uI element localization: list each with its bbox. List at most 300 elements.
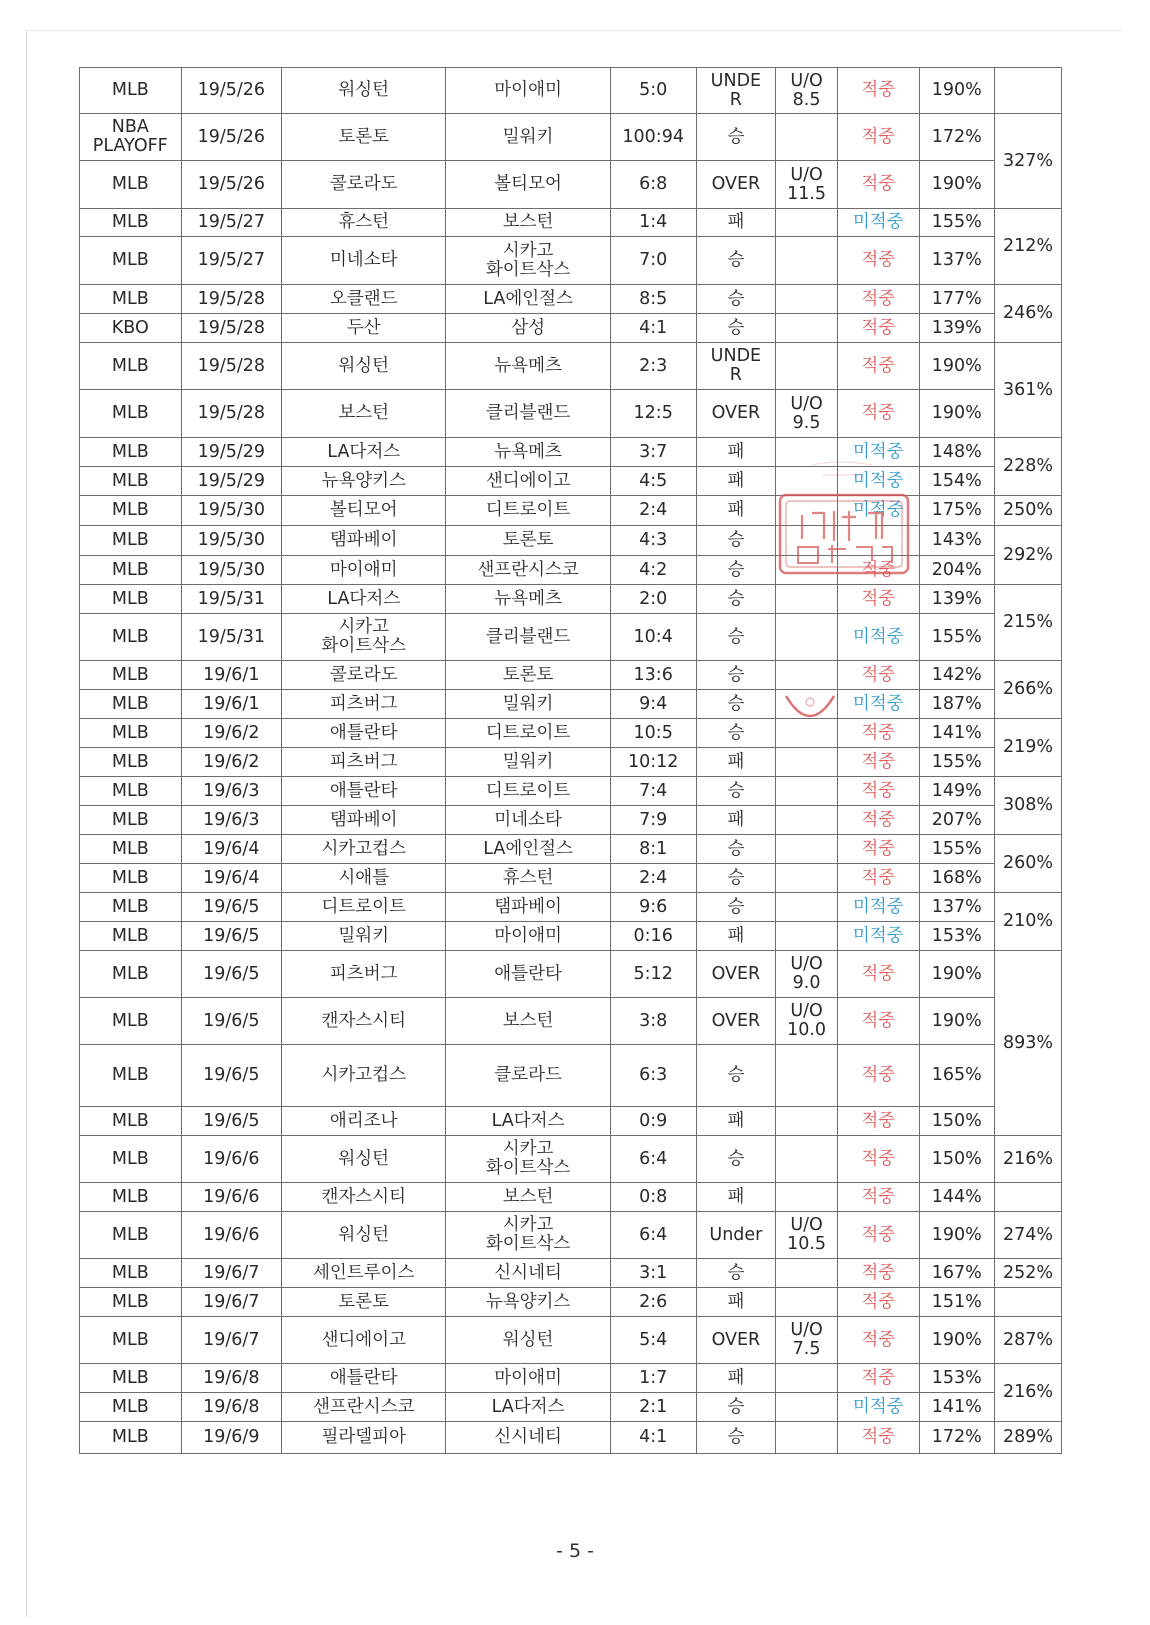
home-team-cell: LA다저스 xyxy=(282,438,446,467)
status-cell: 미적중 xyxy=(837,438,919,467)
over-under-cell xyxy=(776,237,838,285)
away-team-cell: 신시네티 xyxy=(446,1259,610,1288)
combo-odds-cell: 308% xyxy=(994,777,1061,835)
date-cell: 19/6/6 xyxy=(181,1212,282,1259)
score-cell: 5:12 xyxy=(610,951,696,998)
cell-line: 8.5 xyxy=(792,89,821,110)
odds-cell: 155% xyxy=(919,614,994,661)
date-cell: 19/5/31 xyxy=(181,614,282,661)
date-cell: 19/6/7 xyxy=(181,1317,282,1364)
home-team-cell: 밀워키 xyxy=(282,922,446,951)
result-cell: 승 xyxy=(696,1136,776,1183)
results-body xyxy=(80,68,1062,1454)
over-under-cell xyxy=(776,114,838,161)
cell-line: 시카고 xyxy=(502,240,554,261)
result-cell: 패 xyxy=(696,806,776,835)
league-cell: MLB xyxy=(80,1317,182,1364)
score-cell: 0:9 xyxy=(610,1107,696,1136)
odds-cell: 153% xyxy=(919,1364,994,1393)
result-cell: 승 xyxy=(696,285,776,314)
date-cell: 19/5/27 xyxy=(181,209,282,237)
date-cell: 19/6/5 xyxy=(181,1107,282,1136)
league-cell: MLB xyxy=(80,998,182,1045)
cell-line: NBA xyxy=(111,117,149,137)
league-cell: MLB xyxy=(80,556,182,585)
odds-cell: 155% xyxy=(919,748,994,777)
league-cell: MLB xyxy=(80,690,182,719)
date-cell: 19/5/26 xyxy=(181,161,282,209)
combo-odds-cell: 246% xyxy=(994,285,1061,343)
combo-odds-cell: 250% xyxy=(994,496,1061,526)
table-row xyxy=(80,893,1062,922)
date-cell: 19/5/26 xyxy=(181,68,282,114)
status-cell: 적중 xyxy=(837,1212,919,1259)
table-row xyxy=(80,1136,1062,1183)
over-under-cell xyxy=(776,1422,838,1454)
odds-cell: 139% xyxy=(919,585,994,614)
away-team-cell: 볼티모어 xyxy=(446,161,610,209)
cell-line: R xyxy=(729,365,742,385)
status-cell: 적중 xyxy=(837,556,919,585)
home-team-cell: 워싱턴 xyxy=(282,343,446,390)
date-cell: 19/6/3 xyxy=(181,806,282,835)
date-cell: 19/5/27 xyxy=(181,237,282,285)
home-team-cell: 필라델피아 xyxy=(282,1422,446,1454)
league-cell: MLB xyxy=(80,285,182,314)
home-team-cell: 탬파베이 xyxy=(282,806,446,835)
score-cell: 10:5 xyxy=(610,719,696,748)
score-cell: 3:7 xyxy=(610,438,696,467)
home-team-cell: 마이애미 xyxy=(282,556,446,585)
odds-cell: 207% xyxy=(919,806,994,835)
score-cell: 2:4 xyxy=(610,864,696,893)
league-cell: MLB xyxy=(80,343,182,390)
date-cell: 19/6/9 xyxy=(181,1422,282,1454)
odds-cell: 190% xyxy=(919,390,994,438)
home-team-cell: 피츠버그 xyxy=(282,690,446,719)
score-cell: 8:5 xyxy=(610,285,696,314)
score-cell: 4:3 xyxy=(610,526,696,556)
over-under-cell xyxy=(776,1183,838,1212)
status-cell: 적중 xyxy=(837,864,919,893)
league-cell: KBO xyxy=(80,314,182,343)
cell-line: UNDE xyxy=(710,346,762,366)
over-under-cell xyxy=(776,806,838,835)
combo-odds-cell: 260% xyxy=(994,835,1061,893)
table-row xyxy=(80,719,1062,748)
status-cell: 미적중 xyxy=(837,922,919,951)
over-under-cell xyxy=(776,161,838,209)
league-cell xyxy=(80,114,182,161)
result-cell: 승 xyxy=(696,777,776,806)
odds-cell: 137% xyxy=(919,893,994,922)
score-cell: 7:9 xyxy=(610,806,696,835)
result-cell: 승 xyxy=(696,690,776,719)
over-under-cell xyxy=(776,1259,838,1288)
cell-line: 11.5 xyxy=(787,183,827,204)
over-under-cell xyxy=(776,951,838,998)
odds-cell: 190% xyxy=(919,1212,994,1259)
away-team-cell: 밀워키 xyxy=(446,690,610,719)
home-team-cell: 시카고컵스 xyxy=(282,835,446,864)
odds-cell: 167% xyxy=(919,1259,994,1288)
combo-odds-cell: 274% xyxy=(994,1212,1061,1259)
date-cell: 19/6/7 xyxy=(181,1259,282,1288)
combo-odds-cell: 228% xyxy=(994,438,1061,496)
score-cell: 12:5 xyxy=(610,390,696,438)
odds-cell: 165% xyxy=(919,1045,994,1107)
table-row xyxy=(80,390,1062,438)
home-team-cell: 캔자스시티 xyxy=(282,998,446,1045)
over-under-cell xyxy=(776,864,838,893)
league-cell: MLB xyxy=(80,467,182,496)
away-team-cell xyxy=(446,237,610,285)
table-row xyxy=(80,1317,1062,1364)
away-team-cell: 디트로이트 xyxy=(446,777,610,806)
status-cell: 미적중 xyxy=(837,690,919,719)
league-cell: MLB xyxy=(80,835,182,864)
away-team-cell xyxy=(446,1212,610,1259)
home-team-cell: 애틀란타 xyxy=(282,1364,446,1393)
combo-odds-cell xyxy=(994,68,1061,114)
over-under-cell xyxy=(776,614,838,661)
status-cell: 미적중 xyxy=(837,893,919,922)
status-cell: 미적중 xyxy=(837,467,919,496)
home-team-cell: 토론토 xyxy=(282,114,446,161)
home-team-cell: 휴스턴 xyxy=(282,209,446,237)
result-cell: 패 xyxy=(696,1107,776,1136)
combo-odds-cell: 266% xyxy=(994,661,1061,719)
result-cell: OVER xyxy=(696,161,776,209)
cell-line: U/O xyxy=(790,1001,823,1021)
table-row xyxy=(80,661,1062,690)
league-cell: MLB xyxy=(80,526,182,556)
date-cell: 19/5/28 xyxy=(181,285,282,314)
home-team-cell: 샌디에이고 xyxy=(282,1317,446,1364)
date-cell: 19/6/6 xyxy=(181,1136,282,1183)
away-team-cell: 디트로이트 xyxy=(446,496,610,526)
odds-cell: 139% xyxy=(919,314,994,343)
result-cell: OVER xyxy=(696,390,776,438)
status-cell: 적중 xyxy=(837,1364,919,1393)
home-team-cell: 콜로라도 xyxy=(282,661,446,690)
league-cell: MLB xyxy=(80,1422,182,1454)
combo-odds-cell: 216% xyxy=(994,1136,1061,1183)
home-team-cell: 애리조나 xyxy=(282,1107,446,1136)
result-cell: 승 xyxy=(696,1045,776,1107)
table-row xyxy=(80,1288,1062,1317)
away-team-cell: 탬파베이 xyxy=(446,893,610,922)
away-team-cell: LA다저스 xyxy=(446,1393,610,1422)
cell-line: U/O xyxy=(790,1320,823,1340)
away-team-cell: 뉴욕양키스 xyxy=(446,1288,610,1317)
odds-cell: 155% xyxy=(919,209,994,237)
away-team-cell: 뉴욕메츠 xyxy=(446,438,610,467)
combo-odds-cell: 289% xyxy=(994,1422,1061,1454)
away-team-cell: 마이애미 xyxy=(446,1364,610,1393)
league-cell: MLB xyxy=(80,585,182,614)
over-under-cell xyxy=(776,1364,838,1393)
status-cell: 적중 xyxy=(837,806,919,835)
odds-cell: 190% xyxy=(919,951,994,998)
date-cell: 19/5/30 xyxy=(181,526,282,556)
result-cell: 승 xyxy=(696,1259,776,1288)
away-team-cell: 애틀란타 xyxy=(446,951,610,998)
over-under-cell xyxy=(776,68,838,114)
league-cell: MLB xyxy=(80,1212,182,1259)
cell-line: U/O xyxy=(790,70,823,91)
over-under-cell xyxy=(776,343,838,390)
table-row xyxy=(80,690,1062,719)
status-cell: 적중 xyxy=(837,237,919,285)
away-team-cell: LA에인절스 xyxy=(446,835,610,864)
table-row xyxy=(80,1422,1062,1454)
table-row xyxy=(80,585,1062,614)
league-cell: MLB xyxy=(80,777,182,806)
table-row xyxy=(80,343,1062,390)
cell-line: 시카고 xyxy=(502,1215,554,1235)
result-cell: 패 xyxy=(696,1364,776,1393)
home-team-cell: 워싱턴 xyxy=(282,1136,446,1183)
cell-line: 7.5 xyxy=(792,1339,821,1359)
odds-cell: 148% xyxy=(919,438,994,467)
table-row xyxy=(80,1183,1062,1212)
home-team-cell: 보스턴 xyxy=(282,390,446,438)
status-cell: 적중 xyxy=(837,1288,919,1317)
table-row xyxy=(80,1393,1062,1422)
result-cell xyxy=(696,343,776,390)
home-team-cell: 시카고컵스 xyxy=(282,1045,446,1107)
status-cell: 적중 xyxy=(837,777,919,806)
odds-cell: 141% xyxy=(919,719,994,748)
score-cell: 6:3 xyxy=(610,1045,696,1107)
score-cell: 7:4 xyxy=(610,777,696,806)
status-cell: 적중 xyxy=(837,1045,919,1107)
combo-odds-cell: 219% xyxy=(994,719,1061,777)
result-cell xyxy=(696,68,776,114)
away-team-cell: 미네소타 xyxy=(446,806,610,835)
date-cell: 19/5/28 xyxy=(181,343,282,390)
seal-stamp xyxy=(772,455,916,579)
away-team-cell: 디트로이트 xyxy=(446,719,610,748)
date-cell: 19/5/28 xyxy=(181,390,282,438)
table-row xyxy=(80,1259,1062,1288)
odds-cell: 204% xyxy=(919,556,994,585)
over-under-cell xyxy=(776,748,838,777)
status-cell: 미적중 xyxy=(837,209,919,237)
table-row xyxy=(80,998,1062,1045)
status-cell: 적중 xyxy=(837,835,919,864)
status-cell: 미적중 xyxy=(837,496,919,526)
score-cell: 7:0 xyxy=(610,237,696,285)
date-cell: 19/5/31 xyxy=(181,585,282,614)
over-under-cell xyxy=(776,1288,838,1317)
result-cell: 승 xyxy=(696,585,776,614)
league-cell: MLB xyxy=(80,209,182,237)
away-team-cell: 보스턴 xyxy=(446,209,610,237)
away-team-cell: 마이애미 xyxy=(446,922,610,951)
odds-cell: 153% xyxy=(919,922,994,951)
result-cell: 승 xyxy=(696,893,776,922)
odds-cell: 143% xyxy=(919,526,994,556)
date-cell: 19/6/2 xyxy=(181,719,282,748)
result-cell: 승 xyxy=(696,314,776,343)
home-team-cell: 시애틀 xyxy=(282,864,446,893)
away-team-cell: 샌프란시스코 xyxy=(446,556,610,585)
result-cell: 승 xyxy=(696,835,776,864)
combo-odds-cell: 287% xyxy=(994,1317,1061,1364)
league-cell: MLB xyxy=(80,1364,182,1393)
league-cell: MLB xyxy=(80,1259,182,1288)
away-team-cell: LA다저스 xyxy=(446,1107,610,1136)
score-cell: 8:1 xyxy=(610,835,696,864)
status-cell: 미적중 xyxy=(837,1393,919,1422)
status-cell: 미적중 xyxy=(837,614,919,661)
away-team-cell: 클로라드 xyxy=(446,1045,610,1107)
cell-line: U/O xyxy=(790,1215,823,1235)
table-row xyxy=(80,864,1062,893)
odds-cell: 151% xyxy=(919,1288,994,1317)
table-row xyxy=(80,1212,1062,1259)
away-team-cell: 밀워키 xyxy=(446,748,610,777)
date-cell: 19/5/28 xyxy=(181,314,282,343)
result-cell: 승 xyxy=(696,864,776,893)
away-team-cell: 뉴욕메츠 xyxy=(446,343,610,390)
odds-cell: 154% xyxy=(919,467,994,496)
table-row xyxy=(80,1045,1062,1107)
home-team-cell: 워싱턴 xyxy=(282,1212,446,1259)
home-team-cell: 토론토 xyxy=(282,1288,446,1317)
league-cell: MLB xyxy=(80,68,182,114)
table-row xyxy=(80,285,1062,314)
odds-cell: 190% xyxy=(919,161,994,209)
league-cell: MLB xyxy=(80,951,182,998)
cell-line: UNDE xyxy=(710,70,762,91)
over-under-cell xyxy=(776,390,838,438)
cell-line: 시카고 xyxy=(338,617,390,637)
combo-odds-cell: 216% xyxy=(994,1364,1061,1422)
league-cell: MLB xyxy=(80,161,182,209)
score-cell: 9:4 xyxy=(610,690,696,719)
odds-cell: 141% xyxy=(919,1393,994,1422)
odds-cell: 175% xyxy=(919,496,994,526)
score-cell: 2:0 xyxy=(610,585,696,614)
result-cell: 승 xyxy=(696,661,776,690)
league-cell: MLB xyxy=(80,893,182,922)
status-cell: 적중 xyxy=(837,314,919,343)
over-under-cell xyxy=(776,893,838,922)
score-cell: 6:4 xyxy=(610,1136,696,1183)
away-team-cell: 보스턴 xyxy=(446,1183,610,1212)
result-cell: 승 xyxy=(696,614,776,661)
date-cell: 19/6/8 xyxy=(181,1393,282,1422)
combo-odds-cell: 893% xyxy=(994,951,1061,1136)
score-cell: 4:1 xyxy=(610,314,696,343)
league-cell: MLB xyxy=(80,806,182,835)
home-team-cell: 오클랜드 xyxy=(282,285,446,314)
date-cell: 19/6/5 xyxy=(181,1045,282,1107)
league-cell: MLB xyxy=(80,1288,182,1317)
home-team-cell: 두산 xyxy=(282,314,446,343)
league-cell: MLB xyxy=(80,661,182,690)
table-row xyxy=(80,922,1062,951)
combo-odds-cell xyxy=(994,1288,1061,1317)
home-team-cell: 콜로라도 xyxy=(282,161,446,209)
away-team-cell: 삼성 xyxy=(446,314,610,343)
combo-odds-cell: 252% xyxy=(994,1259,1061,1288)
score-cell: 10:4 xyxy=(610,614,696,661)
away-team-cell: 신시네티 xyxy=(446,1422,610,1454)
away-team-cell: 클리블랜드 xyxy=(446,614,610,661)
status-cell: 적중 xyxy=(837,390,919,438)
league-cell: MLB xyxy=(80,496,182,526)
date-cell: 19/5/30 xyxy=(181,496,282,526)
over-under-cell xyxy=(776,835,838,864)
date-cell: 19/5/30 xyxy=(181,556,282,585)
date-cell: 19/6/5 xyxy=(181,998,282,1045)
home-team-cell: 디트로이트 xyxy=(282,893,446,922)
combo-odds-cell: 210% xyxy=(994,893,1061,951)
score-cell: 0:16 xyxy=(610,922,696,951)
odds-cell: 142% xyxy=(919,661,994,690)
score-cell: 5:0 xyxy=(610,68,696,114)
date-cell: 19/5/29 xyxy=(181,467,282,496)
league-cell: MLB xyxy=(80,1107,182,1136)
league-cell: MLB xyxy=(80,922,182,951)
score-cell: 10:12 xyxy=(610,748,696,777)
table-row xyxy=(80,237,1062,285)
home-team-cell: 캔자스시티 xyxy=(282,1183,446,1212)
date-cell: 19/6/8 xyxy=(181,1364,282,1393)
away-team-cell: 뉴욕메츠 xyxy=(446,585,610,614)
over-under-cell xyxy=(776,661,838,690)
cell-line: 화이트삭스 xyxy=(485,1234,571,1254)
result-cell: OVER xyxy=(696,951,776,998)
status-cell: 적중 xyxy=(837,68,919,114)
odds-cell: 187% xyxy=(919,690,994,719)
odds-cell: 177% xyxy=(919,285,994,314)
away-team-cell: 마이애미 xyxy=(446,68,610,114)
home-team-cell xyxy=(282,614,446,661)
date-cell: 19/6/5 xyxy=(181,922,282,951)
over-under-cell xyxy=(776,1393,838,1422)
over-under-cell xyxy=(776,209,838,237)
result-cell: 승 xyxy=(696,1422,776,1454)
result-cell: 승 xyxy=(696,556,776,585)
date-cell: 19/6/4 xyxy=(181,835,282,864)
away-team-cell: 토론토 xyxy=(446,526,610,556)
away-team-cell: 밀워키 xyxy=(446,114,610,161)
table-row xyxy=(80,777,1062,806)
home-team-cell: 미네소타 xyxy=(282,237,446,285)
cell-line: 10.0 xyxy=(787,1020,827,1040)
score-cell: 1:4 xyxy=(610,209,696,237)
league-cell: MLB xyxy=(80,438,182,467)
over-under-cell xyxy=(776,777,838,806)
league-cell: MLB xyxy=(80,1045,182,1107)
over-under-cell xyxy=(776,285,838,314)
over-under-cell xyxy=(776,585,838,614)
home-team-cell: LA다저스 xyxy=(282,585,446,614)
home-team-cell: 볼티모어 xyxy=(282,496,446,526)
league-cell: MLB xyxy=(80,864,182,893)
score-cell: 0:8 xyxy=(610,1183,696,1212)
odds-cell: 190% xyxy=(919,1317,994,1364)
seal-mark xyxy=(780,692,840,732)
away-team-cell: 샌디에이고 xyxy=(446,467,610,496)
league-cell: MLB xyxy=(80,1183,182,1212)
away-team-cell: 휴스턴 xyxy=(446,864,610,893)
